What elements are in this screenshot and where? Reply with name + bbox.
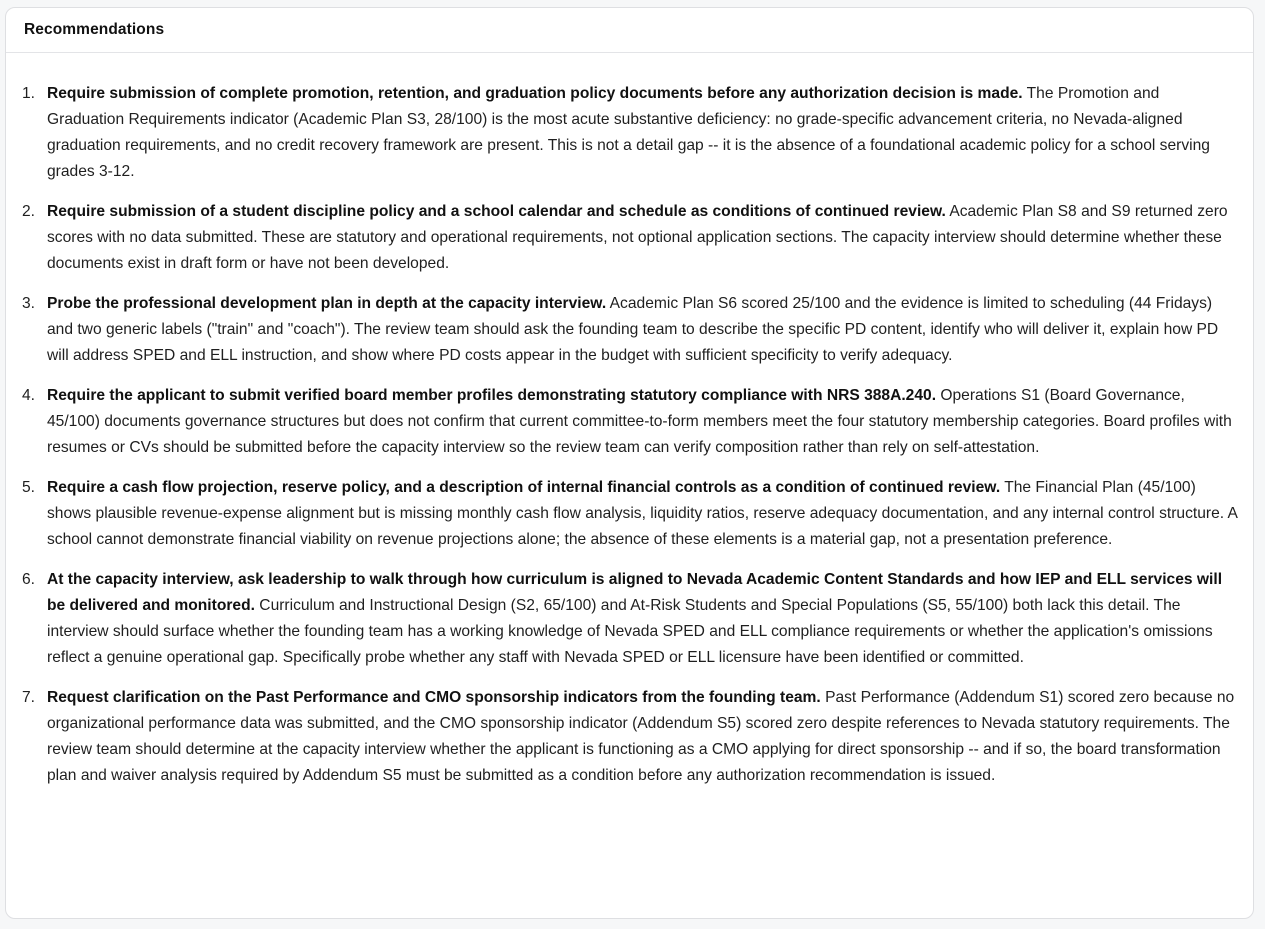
- card-header: [6, 8, 1253, 53]
- recommendation-item: [22, 199, 1239, 277]
- item-lead: Probe the professional development plan in depth at the capacity interview.: [47, 295, 607, 312]
- recommendation-item: [22, 685, 1239, 789]
- item-lead: Require a cash flow projection, reserve policy, and a description of internal financial controls as a condition of continued review.: [47, 479, 1001, 496]
- item-lead: Require the applicant to submit verified board member profiles demonstrating statutory compliance with NRS 388A.240.: [47, 387, 937, 404]
- item-body: Operations S1 (Board Governance, 45/100) documents governance structures but does not confirm that current committee-to-form members meet the four statutory membership categories. Board profiles with resumes or CVs should be submitted before the capacity interview so the review team can verify composition rather than rely on self-attestation.: [47, 387, 1232, 456]
- item-body: The Promotion and Graduation Requirements indicator (Academic Plan S3, 28/100) is the most acute substantive deficiency: no grade-specific advancement criteria, no Nevada-aligned graduation requirements, and no credit recovery framework are present. This is not a detail gap -- it is the absence of a foundational academic policy for a school serving grades 3-12.: [47, 85, 1210, 180]
- item-text: [47, 199, 1239, 277]
- item-body: Past Performance (Addendum S1) scored zero because no organizational performance data was submitted, and the CMO sponsorship indicator (Addendum S5) scored zero despite references to Nevada statutory requirements. The review team should determine at the capacity interview whether the applicant is functioning as a CMO applying for direct sponsorship -- and if so, the board transformation plan and waiver analysis required by Addendum S5 must be submitted as a condition before any authorization recommendation is issued.: [47, 689, 1235, 784]
- item-body: Curriculum and Instructional Design (S2, 65/100) and At-Risk Students and Special Populations (S5, 55/100) both lack this detail. The interview should surface whether the founding team has a working knowledge of Nevada SPED and ELL compliance requirements or whether the application's omissions reflect a genuine operational gap. Specifically probe whether any staff with Nevada SPED or ELL licensure have been identified or committed.: [47, 597, 1213, 666]
- item-lead: Require submission of a student discipline policy and a school calendar and schedule as conditions of continued review.: [47, 203, 946, 220]
- card-body: [6, 53, 1253, 789]
- item-number: 5.: [22, 479, 36, 496]
- recommendations-list: [22, 81, 1239, 789]
- item-lead: Require submission of complete promotion, retention, and graduation policy documents before any authorization decision is made.: [47, 85, 1023, 102]
- item-text: [47, 383, 1239, 461]
- item-lead: At the capacity interview, ask leadership to walk through how curriculum is aligned to Nevada Academic Content Standards and how IEP and ELL services will be delivered and monitored.: [47, 571, 1223, 614]
- item-body: Academic Plan S8 and S9 returned zero scores with no data submitted. These are statutory and operational requirements, not optional application sections. The capacity interview should determine whether these documents exist in draft form or have not been developed.: [47, 203, 1228, 272]
- item-number: 4.: [22, 387, 36, 404]
- item-text: [47, 81, 1239, 185]
- item-body: Academic Plan S6 scored 25/100 and the evidence is limited to scheduling (44 Fridays) and two generic labels ("train" and "coach"). The review team should ask the founding team to describe the specific PD content, identify who will deliver it, explain how PD will address SPED and ELL instruction, and show where PD costs appear in the budget with sufficient specificity to verify adequacy.: [47, 295, 1219, 364]
- item-text: [47, 567, 1239, 671]
- recommendation-item: [22, 475, 1239, 553]
- recommendations-card: [5, 7, 1254, 919]
- recommendation-item: [22, 567, 1239, 671]
- item-text: [47, 475, 1239, 553]
- recommendation-item: [22, 383, 1239, 461]
- section-title: Recommendations: [24, 21, 165, 38]
- item-text: [47, 685, 1239, 789]
- item-lead: Request clarification on the Past Performance and CMO sponsorship indicators from the founding team.: [47, 689, 821, 706]
- item-number: 7.: [22, 689, 36, 706]
- item-text: [47, 291, 1239, 369]
- recommendation-item: [22, 291, 1239, 369]
- item-number: 1.: [22, 85, 36, 102]
- item-number: 3.: [22, 295, 36, 312]
- item-number: 6.: [22, 571, 36, 588]
- item-number: 2.: [22, 203, 36, 220]
- item-body: The Financial Plan (45/100) shows plausible revenue-expense alignment but is missing monthly cash flow analysis, liquidity ratios, reserve adequacy documentation, and any internal control structure. A school cannot demonstrate financial viability on revenue projections alone; the absence of these elements is a material gap, not a presentation preference.: [47, 479, 1238, 548]
- recommendation-item: [22, 81, 1239, 185]
